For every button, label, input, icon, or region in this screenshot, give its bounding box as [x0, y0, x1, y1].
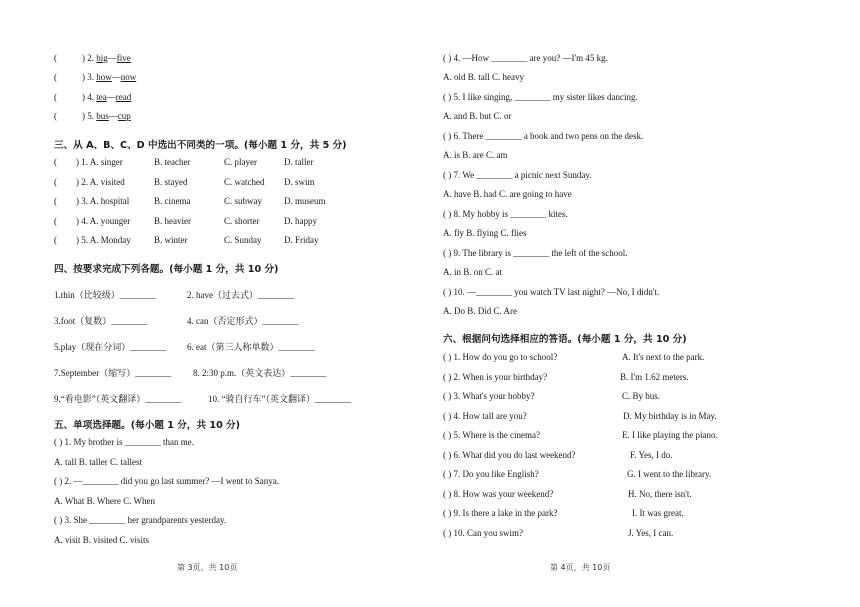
- match-answer: D. My birthday is in May.: [623, 411, 717, 421]
- question-line: ( ) 4. —How ________ are you? —I'm 45 kg.: [443, 53, 608, 63]
- section-6-title: 六、根据问句选择相应的答语。(每小题 1 分，共 10 分): [443, 334, 687, 345]
- match-answer: H. No, there isn't.: [628, 489, 692, 499]
- question-line: ( ) 10. —________ you watch TV last night? —No, I didn't.: [443, 287, 660, 297]
- options-line: A. and B. but C. or: [443, 111, 512, 121]
- section-4-item: 6. eat（第三人称单数）________: [187, 342, 315, 352]
- section-4-title: 四、按要求完成下列各题。(每小题 1 分，共 10 分): [54, 264, 279, 275]
- match-answer: E. I like playing the piano.: [622, 430, 718, 440]
- match-answer: I. It was great.: [632, 508, 684, 518]
- section-4-item: 2. have（过去式）________: [187, 290, 294, 300]
- question-line: ( ) 6. There ________ a book and two pens on the desk.: [443, 131, 644, 141]
- question-line: ( ) 8. My hobby is ________ kites.: [443, 209, 568, 219]
- section-4-item: 7.September（缩写）________: [54, 368, 172, 378]
- match-answer: G. I went to the library.: [627, 469, 712, 479]
- match-answer: A. It's next to the park.: [622, 352, 705, 362]
- options-line: A. visit B. visited C. visits: [54, 535, 150, 545]
- options-line: A. Do B. Did C. Are: [443, 306, 517, 316]
- question-line: ( ) 9. The library is ________ the left of the school.: [443, 248, 628, 258]
- section-4-item: 8. 2:30 p.m.（英文表达）________: [193, 368, 327, 378]
- question-line: ( ) 1. My brother is ________ than me.: [54, 437, 194, 447]
- section-4-item: 9.“看电影”（英文翻译）________: [54, 394, 182, 404]
- options-line: A. old B. tall C. heavy: [443, 72, 524, 82]
- options-line: A. have B. had C. are going to have: [443, 189, 572, 199]
- section-4-item: 5.play（现在分词）________: [54, 342, 167, 352]
- options-line: A. What B. Where C. When: [54, 496, 155, 506]
- match-question: ( ) 4. How tall are you?: [443, 411, 527, 421]
- match-question: ( ) 5. Where is the cinema?: [443, 430, 541, 440]
- section-4-item: 3.foot（复数）________: [54, 316, 148, 326]
- section-4-item: 4. can（否定形式）________: [187, 316, 299, 326]
- match-question: ( ) 2. When is your birthday?: [443, 372, 548, 382]
- match-answer: J. Yes, I can.: [628, 528, 674, 538]
- question-line: ( ) 7. We ________ a picnic next Sunday.: [443, 170, 592, 180]
- match-answer: C. By bus.: [622, 391, 661, 401]
- options-line: A. in B. on C. at: [443, 267, 503, 277]
- phonics-item: ( ) 5. bus—cup: [54, 111, 131, 121]
- phonics-item: ( ) 3. how—now: [54, 72, 137, 82]
- match-answer: F. Yes, I do.: [630, 450, 673, 460]
- match-question: ( ) 1. How do you go to school?: [443, 352, 558, 362]
- options-line: A. is B. are C. am: [443, 150, 508, 160]
- match-question: ( ) 9. Is there a lake in the park?: [443, 508, 558, 518]
- page-footer: 第 3页，共 10页: [177, 563, 238, 572]
- match-question: ( ) 7. Do you like English?: [443, 469, 539, 479]
- section-4-item: 10. “骑自行车”（英文翻译）________: [208, 394, 351, 404]
- match-question: ( ) 10. Can you swim?: [443, 528, 523, 538]
- match-question: ( ) 6. What did you do last weekend?: [443, 450, 576, 460]
- section-5-title: 五、单项选择题。(每小题 1 分，共 10 分): [54, 420, 241, 431]
- match-answer: B. I'm 1.62 meters.: [620, 372, 689, 382]
- section-4-item: 1.thin（比较级）________: [54, 290, 156, 300]
- match-question: ( ) 8. How was your weekend?: [443, 489, 554, 499]
- phonics-item: ( ) 4. tea—read: [54, 92, 132, 102]
- section-3-title: 三、从 A、B、C、D 中选出不同类的一项。(每小题 1 分，共 5 分): [54, 140, 347, 151]
- question-line: ( ) 5. I like singing, ________ my sister likes dancing.: [443, 92, 638, 102]
- page-footer: 第 4页，共 10页: [550, 563, 611, 572]
- options-line: A. tall B. taller C. tallest: [54, 457, 142, 467]
- phonics-item: ( ) 2. big—five: [54, 53, 131, 63]
- question-line: ( ) 3. She ________ her grandparents yesterday.: [54, 515, 227, 525]
- match-question: ( ) 3. What's your hobby?: [443, 391, 535, 401]
- question-line: ( ) 2. —________ did you go last summer? —I went to Sanya.: [54, 476, 279, 486]
- options-line: A. fly B. flying C. flies: [443, 228, 527, 238]
